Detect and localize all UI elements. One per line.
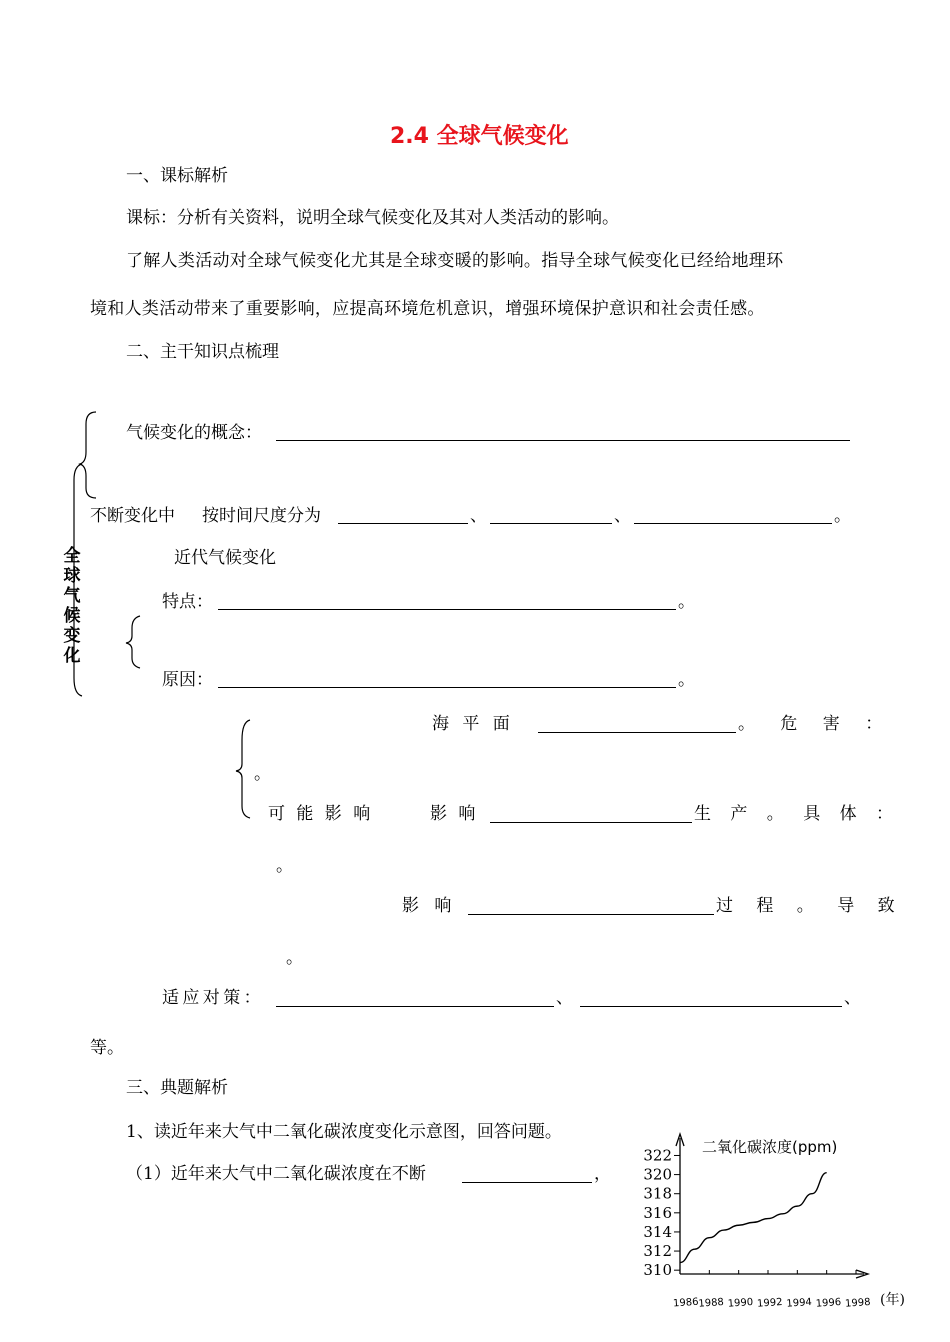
paragraph-line2: 境和人类活动带来了重要影响，应提高环境危机意识，增强环境保护意识和社会责任感。 (90, 299, 765, 319)
modern-label: 近代气候变化 (174, 548, 276, 568)
standard-text: 课标：分析有关资料，说明全球气候变化及其对人类活动的影响。 (126, 208, 619, 228)
chart-title: 二氧化碳浓度(ppm) (702, 1138, 838, 1156)
x-tick-label: 1994 (786, 1296, 813, 1310)
separator: 、 (556, 988, 573, 1008)
period: 。 (678, 592, 695, 612)
vertical-label: 全 球 气 候 变 化 (63, 546, 81, 666)
section3-heading: 三、典题解析 (126, 1078, 228, 1098)
y-tick-label: 312 (643, 1242, 672, 1261)
cause-label: 原因： (162, 670, 213, 690)
x-tick-label: 1986 (672, 1296, 699, 1310)
period: 。 (286, 948, 303, 968)
x-tick-label: 1990 (727, 1296, 754, 1310)
y-tick-label: 314 (643, 1222, 672, 1241)
impact1-label: 影 响 (430, 804, 476, 824)
period: 。 (834, 506, 851, 526)
y-tick-label: 310 (643, 1261, 672, 1280)
page-title: 2.4 全球气候变化 (390, 124, 569, 149)
section2-heading: 二、主干知识点梳理 (126, 342, 279, 362)
comma: ， (594, 1164, 611, 1184)
x-axis-label: (年) (880, 1292, 905, 1308)
y-tick-label: 318 (643, 1184, 672, 1203)
separator: 、 (470, 506, 487, 526)
feature-label: 特点： (162, 592, 213, 612)
period: 。 (276, 856, 293, 876)
process-label: 过 程 。 导 致 (716, 896, 895, 916)
etc-label: 等。 (90, 1038, 124, 1058)
question-1-1: （1）近年来大气中二氧化碳浓度在不断 (126, 1164, 426, 1184)
harm-label: 。 危 害 ： (738, 714, 883, 734)
production-label: 生 产 。 具 体 ： (694, 804, 894, 824)
y-tick-label: 316 (643, 1203, 672, 1222)
possible-impact-label: 可 能 影 响 (268, 804, 371, 824)
x-tick-label: 1998 (844, 1296, 871, 1310)
changing-label: 不断变化中 (90, 506, 175, 526)
paragraph-line1: 了解人类活动对全球气候变化尤其是全球变暖的影响。指导全球气候变化已经给地理环 (126, 251, 784, 271)
measures-label: 适 应 对 策 ： (162, 988, 261, 1008)
period: 。 (254, 764, 271, 784)
x-tick-label: 1996 (815, 1296, 842, 1310)
y-tick-label: 322 (643, 1146, 672, 1165)
impact2-label: 影 响 (402, 896, 452, 916)
period: 。 (678, 670, 695, 690)
co2-line (680, 1173, 827, 1263)
sea-level-label: 海 平 面 (432, 714, 510, 734)
x-tick-label: 1988 (698, 1296, 725, 1310)
x-tick-label: 1992 (756, 1296, 783, 1310)
concept-label: 气候变化的概念： (126, 423, 262, 443)
question-1: 1、读近年来大气中二氧化碳浓度变化示意图，回答问题。 (126, 1122, 562, 1142)
section1-heading: 一、课标解析 (126, 166, 228, 186)
separator: 、 (614, 506, 631, 526)
timescale-label: 按时间尺度分为 (202, 506, 321, 526)
separator: 、 (844, 988, 861, 1008)
y-tick-label: 320 (643, 1165, 672, 1184)
